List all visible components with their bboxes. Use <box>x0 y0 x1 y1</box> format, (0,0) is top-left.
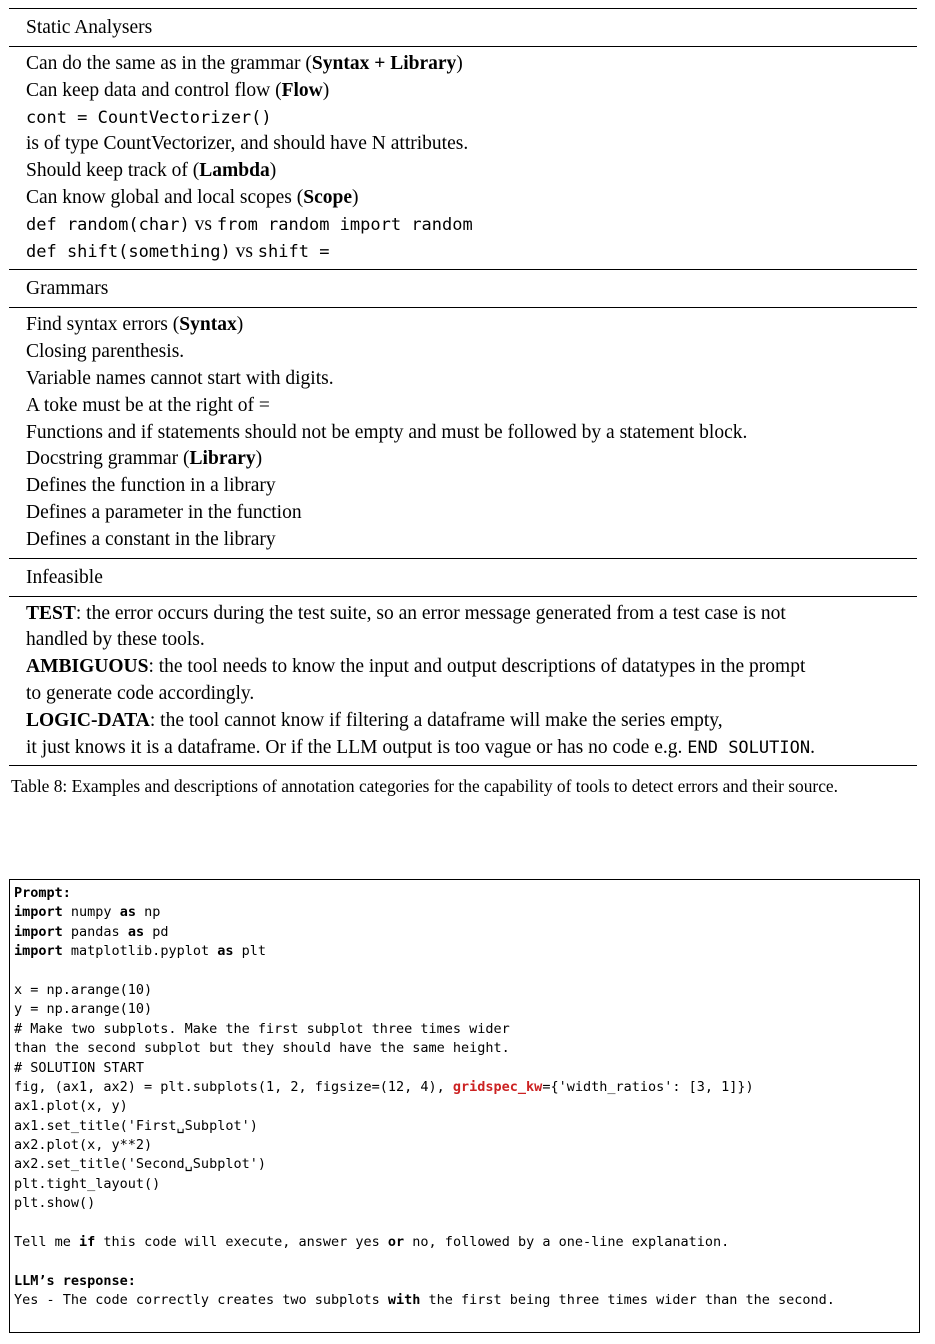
bold-term: Syntax + Library <box>311 53 457 74</box>
code-token: this code will execute, answer yes <box>95 1234 388 1251</box>
text-run: : the tool needs to know the input and output descriptions of datatypes in the prompt <box>148 656 806 678</box>
bold-term: Flow <box>281 79 323 101</box>
code-line <box>14 1000 919 1019</box>
keyword-token: with <box>387 1292 421 1309</box>
code-line <box>14 1252 919 1271</box>
table-line <box>26 78 917 105</box>
table-line <box>26 312 917 339</box>
table-caption: Table 8: Examples and descriptions of annotation categories for the capability of tools to detect errors and their source. <box>11 776 838 796</box>
code-line <box>14 1175 919 1194</box>
code-token: # Make two subplots. Make the first subplot three times wider <box>14 1020 510 1037</box>
text-run: handled by these tools. <box>26 629 205 651</box>
code-token: ax1.plot(x, y) <box>14 1098 128 1115</box>
bold-term: Library <box>189 448 256 470</box>
text-run: Docstring grammar ( <box>26 448 190 470</box>
keyword-token: import <box>14 904 63 921</box>
code-token: pandas <box>62 923 128 940</box>
text-run: Functions and if statements should not be empty and must be followed by a statement block. <box>26 421 748 443</box>
text-run: Defines a constant in the library <box>26 528 276 550</box>
text-run: ) <box>352 186 359 208</box>
text-run: is of type CountVectorizer, and should have N attributes. <box>26 133 469 155</box>
code-line <box>14 962 919 981</box>
text-run: Can do the same as in the grammar ( <box>26 53 312 74</box>
table-line <box>26 105 917 132</box>
table-line <box>26 212 917 239</box>
section-body <box>9 308 917 557</box>
code-line <box>14 903 919 922</box>
code-token: ax1.set_title('First␣Subplot') <box>14 1117 258 1134</box>
code-token: the first being three times wider than the second. <box>420 1292 835 1309</box>
text-run: Closing parenthesis. <box>26 341 185 363</box>
text-run: : the tool cannot know if filtering a dataframe will make the series empty, <box>149 709 723 731</box>
text-run: ) <box>255 448 263 470</box>
text-run: ) <box>322 79 330 101</box>
code-token: numpy <box>62 904 120 921</box>
highlighted-token: gridspec_kw <box>452 1078 543 1095</box>
code-line <box>14 1117 919 1136</box>
code-line <box>14 1155 919 1174</box>
text-run: Can know global and local scopes ( <box>26 186 304 208</box>
keyword-token: as <box>119 904 136 921</box>
table-line <box>26 654 917 681</box>
keyword-token: LLM’s response: <box>14 1272 136 1289</box>
prompt-code-box <box>9 879 920 1333</box>
table-line <box>26 393 917 420</box>
text-run: ) <box>236 314 244 336</box>
section-body <box>9 597 917 766</box>
text-run: vs <box>230 240 258 262</box>
code-snippet: cont = CountVectorizer() <box>26 107 272 128</box>
code-token: y = np.arange(10) <box>14 1001 153 1018</box>
code-line <box>14 1291 919 1310</box>
bold-term: Scope <box>303 186 353 208</box>
table-line <box>26 339 917 366</box>
code-line <box>14 1233 919 1252</box>
code-token: plt <box>233 943 266 960</box>
keyword-token: or <box>387 1234 405 1251</box>
text-run: ) <box>269 160 277 182</box>
section-header: Grammars <box>26 278 109 300</box>
code-token: pd <box>144 923 169 940</box>
keyword-token: import <box>14 943 63 960</box>
section-body <box>9 47 917 269</box>
code-snippet: shift = <box>257 241 330 262</box>
text-run: Find syntax errors ( <box>26 314 180 336</box>
text-run: . <box>810 736 815 758</box>
text-run: Can keep data and control flow ( <box>26 79 282 101</box>
bold-term: AMBIGUOUS <box>26 656 149 678</box>
table-line <box>26 473 917 500</box>
text-run: Defines a parameter in the function <box>26 501 302 523</box>
code-token: matplotlib.pyplot <box>62 943 218 960</box>
code-token: Yes - The code correctly creates two subplots <box>14 1292 388 1309</box>
bold-term: LOGIC-DATA <box>26 709 150 731</box>
code-token: plt.show() <box>14 1195 96 1212</box>
code-token: than the second subplot but they should have the same height. <box>14 1040 510 1057</box>
code-line <box>14 1272 919 1291</box>
code-token: ={'width_ratios': [3, 1]}) <box>542 1078 754 1095</box>
keyword-token: import <box>14 923 63 940</box>
table-line <box>26 708 917 735</box>
text-run: ) <box>456 53 463 74</box>
code-line <box>14 923 919 942</box>
code-snippet: from random import random <box>216 214 473 235</box>
bold-term: Lambda <box>199 160 270 182</box>
annotation-table <box>9 8 917 766</box>
table-line <box>26 446 917 473</box>
table-line <box>26 735 917 762</box>
code-snippet: END SOLUTION <box>687 737 811 758</box>
table-line <box>26 627 917 654</box>
text-run: to generate code accordingly. <box>26 682 255 704</box>
table-line <box>26 366 917 393</box>
code-token: ax2.set_title('Second␣Subplot') <box>14 1156 266 1173</box>
code-line <box>14 1214 919 1233</box>
code-line <box>14 884 919 903</box>
code-snippet: def random(char) <box>26 214 190 235</box>
code-line <box>14 981 919 1000</box>
code-token: plt.tight_layout() <box>14 1175 161 1192</box>
code-line <box>14 1020 919 1039</box>
table-line <box>26 239 917 266</box>
text-run: Defines the function in a library <box>26 475 276 497</box>
table-line <box>26 158 917 185</box>
bold-term: TEST <box>26 602 76 624</box>
code-token: ax2.plot(x, y**2) <box>14 1137 153 1154</box>
code-token: fig, (ax1, ax2) = plt.subplots(1, 2, figsize=(12, 4), <box>14 1078 453 1095</box>
keyword-token: as <box>127 923 145 940</box>
code-snippet: def shift(something) <box>26 241 231 262</box>
table-line <box>26 420 917 447</box>
code-line <box>14 1194 919 1213</box>
text-run: vs <box>189 213 217 235</box>
table-line <box>26 601 917 628</box>
keyword-token: as <box>217 943 234 960</box>
text-run: Variable names cannot start with digits. <box>26 367 334 389</box>
text-run: Should keep track of ( <box>26 160 200 182</box>
code-line <box>14 1039 919 1058</box>
code-token: np <box>135 904 161 921</box>
code-token: Tell me <box>14 1234 80 1251</box>
table-line <box>26 527 917 554</box>
keyword-token: if <box>79 1234 96 1251</box>
code-line <box>14 1136 919 1155</box>
bold-term: Syntax <box>179 314 237 336</box>
code-token: x = np.arange(10) <box>14 981 153 998</box>
code-token: # SOLUTION START <box>14 1059 145 1076</box>
table-line <box>26 185 917 212</box>
section-header: Infeasible <box>26 566 103 588</box>
code-line <box>14 942 919 961</box>
table-line <box>26 51 917 78</box>
table-bottom-rule <box>9 765 917 766</box>
text-run: it just knows it is a dataframe. Or if the LLM output is too vague or has no code e.g. <box>26 736 688 758</box>
section-header: Static Analysers <box>26 17 153 38</box>
code-line <box>14 1078 919 1097</box>
table-line <box>26 681 917 708</box>
text-run: : the error occurs during the test suite, so an error message generated from a test case is not <box>75 602 786 624</box>
table-line <box>26 131 917 158</box>
table-line <box>26 500 917 527</box>
keyword-token: Prompt: <box>14 885 71 901</box>
code-token: no, followed by a one-line explanation. <box>404 1234 730 1251</box>
text-run: A toke must be at the right of = <box>26 394 270 416</box>
code-line <box>14 1097 919 1116</box>
code-line <box>14 1059 919 1078</box>
